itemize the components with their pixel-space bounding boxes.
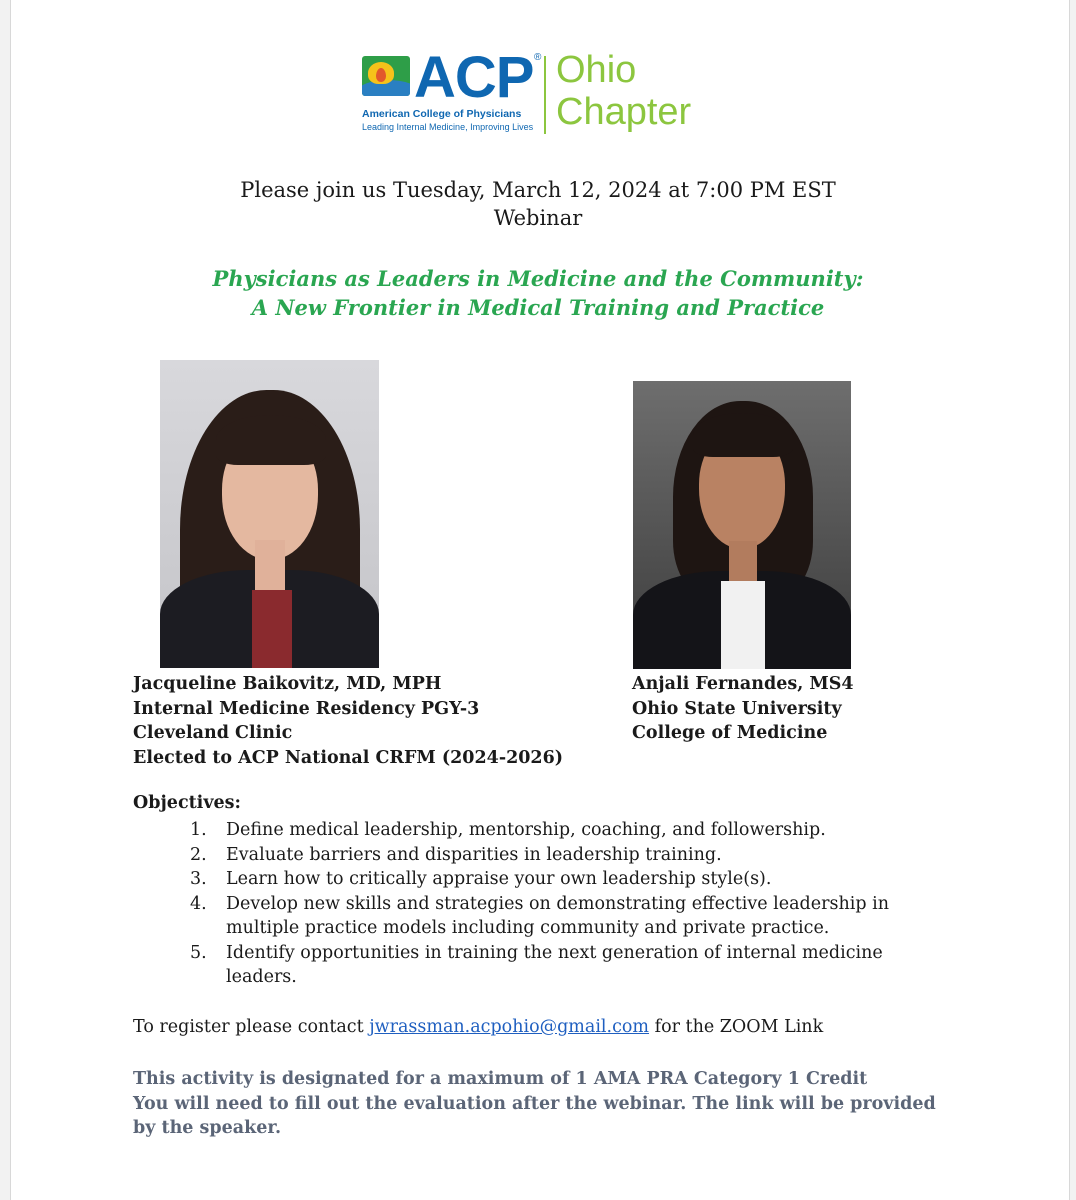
credit-line-2: You will need to fill out the evaluation after the webinar. The link will be provided by the speaker.: [133, 1093, 936, 1138]
registration-prefix: To register please contact: [133, 1017, 370, 1037]
speaker-1-role: Internal Medicine Residency PGY-3: [133, 698, 480, 719]
event-date: Please join us Tuesday, March 12, 2024 at 7:00 PM EST: [240, 178, 836, 202]
speaker-2-school: College of Medicine: [632, 723, 828, 743]
speaker-1-institution: Cleveland Clinic: [133, 723, 293, 743]
logo-chapter-text: Chapter: [556, 91, 692, 133]
speaker-photo-2: [633, 381, 851, 669]
speaker-1-name: Jacqueline Baikovitz, MD, MPH: [133, 674, 442, 694]
speaker-2-name: Anjali Fernandes, MS4: [632, 674, 854, 694]
objective-item: 4. Develop new skills and strategies on demonstrating effective leadership in multiple practice models including community and private practice.: [190, 893, 889, 938]
event-details: [0, 176, 1076, 232]
objective-item: 1. Define medical leadership, mentorship, coaching, and followership.: [190, 820, 826, 840]
registration-line: [133, 1017, 823, 1037]
speaker-1-info: [133, 672, 563, 770]
speaker-1-note: Elected to ACP National CRFM (2024-2026): [133, 747, 564, 768]
acp-emblem-icon: [362, 56, 410, 96]
logo-tagline: Leading Internal Medicine, Improving Lives: [362, 122, 534, 132]
credit-line-1: This activity is designated for a maximum of 1 AMA PRA Category 1 Credit: [133, 1069, 868, 1089]
logo-subtitle: American College of Physicians: [362, 108, 522, 120]
objective-item: 5. Identify opportunities in training the next generation of internal medicine leaders.: [190, 942, 883, 987]
speaker-photo-1: [160, 360, 379, 668]
logo-divider: [544, 56, 546, 134]
event-title: [0, 264, 1076, 322]
objectives-heading: Objectives:: [133, 793, 241, 813]
objective-item: 2. Evaluate barriers and disparities in leadership training.: [190, 844, 722, 865]
speaker-2-institution: Ohio State University: [632, 698, 842, 719]
logo-acp-text: ACP: [414, 45, 534, 110]
acp-ohio-logo: [362, 45, 722, 142]
speaker-2-info: [632, 672, 854, 746]
event-format: Webinar: [493, 206, 583, 230]
logo-ohio-text: Ohio: [556, 49, 637, 91]
objective-item: 3. Learn how to critically appraise your own leadership style(s).: [190, 869, 772, 889]
event-title-line-2: A New Frontier in Medical Training and Practice: [251, 295, 825, 320]
objectives-list: [190, 818, 910, 990]
registration-email-link[interactable]: jwrassman.acpohio@gmail.com: [369, 1017, 650, 1037]
registration-suffix: for the ZOOM Link: [649, 1017, 824, 1037]
credit-notice: [133, 1067, 963, 1141]
logo-registered-mark: ®: [534, 52, 542, 63]
event-title-line-1: Physicians as Leaders in Medicine and the Community:: [212, 266, 864, 291]
